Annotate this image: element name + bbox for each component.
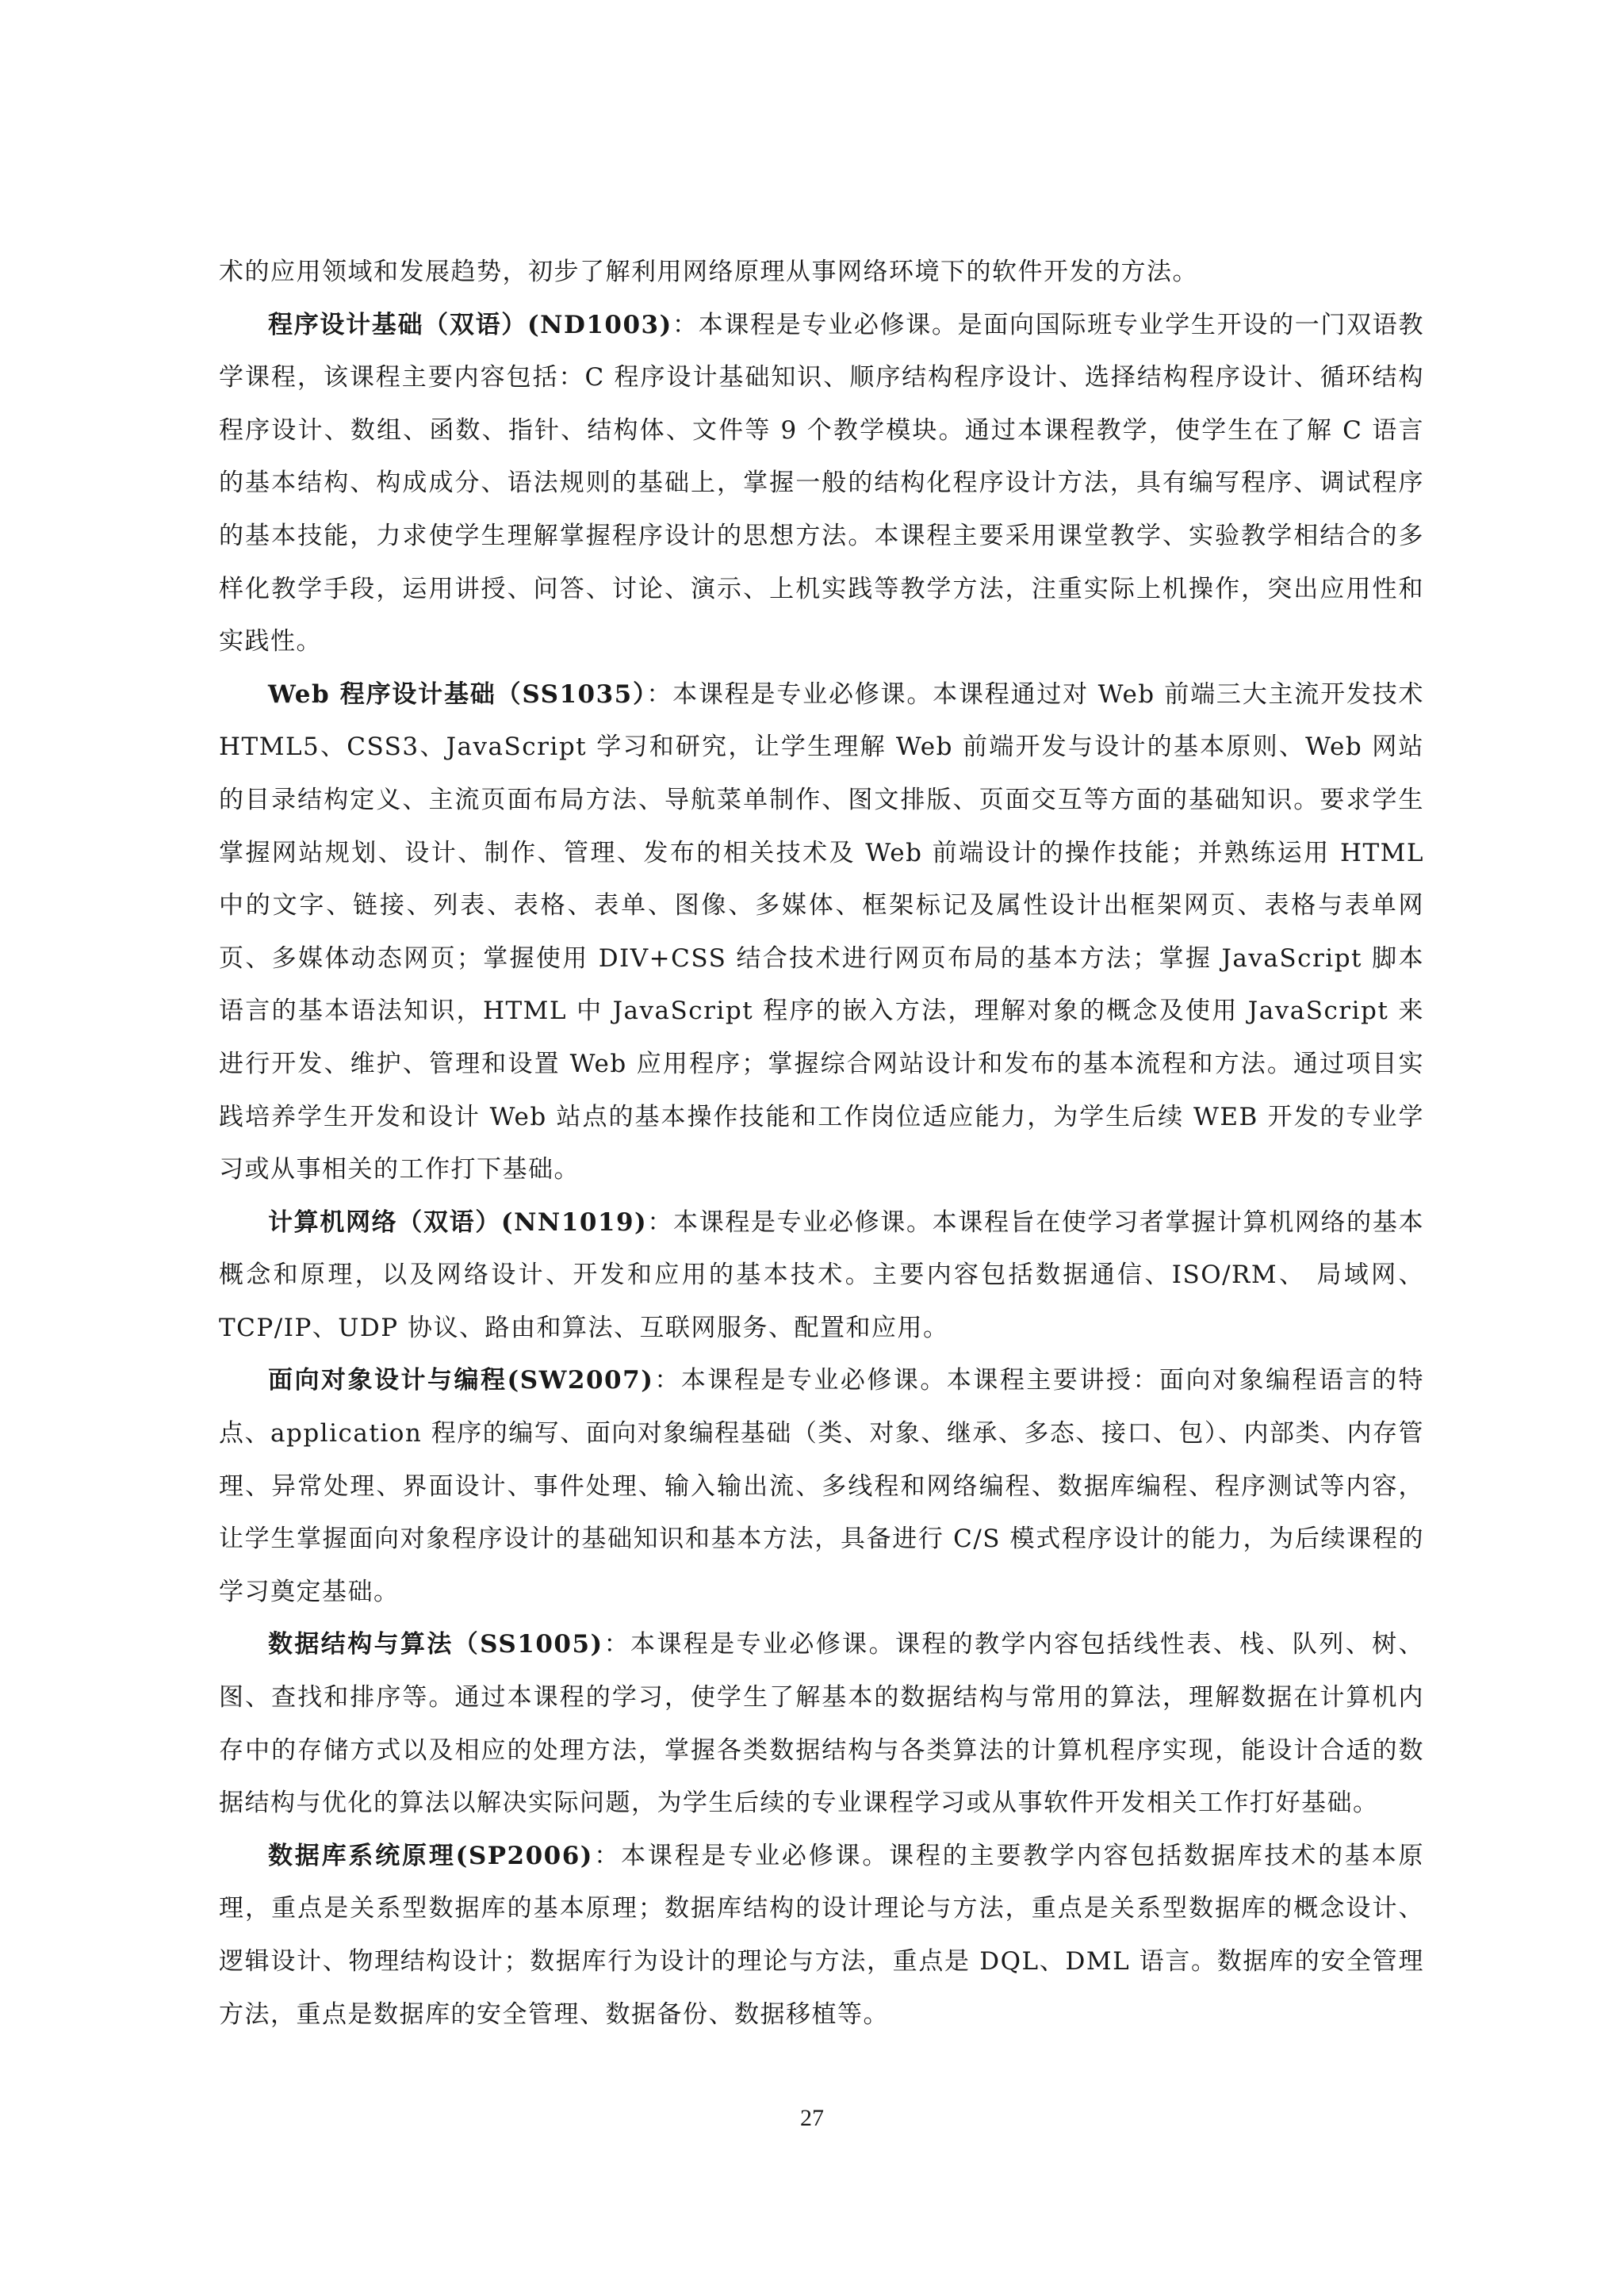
course-description: ：本课程是专业必修课。课程的主要教学内容包括数据库技术的基本原理，重点是关系型数据库的基本原理；数据库结构的设计理论与方法，重点是关系型数据库的概念设计、逻辑设计、物理结构设计；数据库行为设计的理论与方法，重点是 DQL、DML 语言。数据库的安全管理方法，重点是数据库的安全管理、数据备份、数据移植等。 <box>219 1841 1424 2029</box>
course-title: 计算机网络（双语）(NN1019) <box>268 1207 648 1237</box>
page-body <box>219 246 1424 2041</box>
page-number: 27 <box>800 2105 824 2131</box>
course-paragraph-oop <box>219 1354 1424 1618</box>
course-paragraph-data-structures <box>219 1618 1424 1829</box>
course-paragraph-database-systems <box>219 1830 1424 2041</box>
course-description: ：本课程是专业必修课。课程的教学内容包括线性表、栈、队列、树、图、查找和排序等。通过本课程的学习，使学生了解基本的数据结构与常用的算法，理解数据在计算机内存中的存储方式以及相应的处理方法，掌握各类数据结构与各类算法的计算机程序实现，能设计合适的数据结构与优化的算法以解决实际问题，为学生后续的专业课程学习或从事软件开发相关工作打好基础。 <box>219 1630 1424 1818</box>
course-paragraph-programming-basics <box>219 299 1424 668</box>
course-title: 数据结构与算法（SS1005) <box>268 1630 603 1659</box>
course-title: 程序设计基础（双语）(ND1003) <box>268 310 672 339</box>
course-paragraph-computer-networks <box>219 1196 1424 1355</box>
course-title: Web 程序设计基础（SS1035） <box>268 679 647 709</box>
course-description: ：本课程是专业必修课。本课程通过对 Web 前端三大主流开发技术 HTML5、CSS3、JavaScript 学习和研究，让学生理解 Web 前端开发与设计的基本原则、Web 网站的目录结构定义、主流页面布局方法、导航菜单制作、图文排版、页面交互等方面的基础知识。要求学生掌握网站规划、设计、制作、管理、发布的相关技术及 Web 前端设计的操作技能；并熟练运用 HTML 中的文字、链接、列表、表格、表单、图像、多媒体、框架标记及属性设计出框架网页、表格与表单网页、多媒体动态网页；掌握使用 DIV+CSS 结合技术进行网页布局的基本方法；掌握 JavaScript 脚本语言的基本语法知识，HTML 中 JavaScript 程序的嵌入方法，理解对象的概念及使用 JavaScript 来进行开发、维护、管理和设置 Web 应用程序；掌握综合网站设计和发布的基本流程和方法。通过项目实践培养学生开发和设计 Web 站点的基本操作技能和工作岗位适应能力，为学生后续 WEB 开发的专业学习或从事相关的工作打下基础。 <box>219 679 1424 1184</box>
course-description: ：本课程是专业必修课。是面向国际班专业学生开设的一门双语教学课程，该课程主要内容包括：C 程序设计基础知识、顺序结构程序设计、选择结构程序设计、循环结构程序设计、数组、函数、指针、结构体、文件等 9 个教学模块。通过本课程教学，使学生在了解 C 语言的基本结构、构成成分、语法规则的基础上，掌握一般的结构化程序设计方法，具有编写程序、调试程序的基本技能，力求使学生理解掌握程序设计的思想方法。本课程主要采用课堂教学、实验教学相结合的多样化教学手段，运用讲授、问答、讨论、演示、上机实践等教学方法，注重实际上机操作，突出应用性和实践性。 <box>219 310 1424 656</box>
course-title: 数据库系统原理(SP2006) <box>268 1841 593 1870</box>
intro-continuation-paragraph: 术的应用领域和发展趋势，初步了解利用网络原理从事网络环境下的软件开发的方法。 <box>219 258 1198 286</box>
course-title: 面向对象设计与编程(SW2007) <box>268 1366 654 1395</box>
course-paragraph-web-programming <box>219 668 1424 1196</box>
course-description: ：本课程是专业必修课。本课程主要讲授：面向对象编程语言的特点、application 程序的编写、面向对象编程基础（类、对象、继承、多态、接口、包）、内部类、内存管理、异常处理、界面设计、事件处理、输入输出流、多线程和网络编程、数据库编程、程序测试等内容，让学生掌握面向对象程序设计的基础知识和基本方法，具备进行 C/S 模式程序设计的能力，为后续课程的学习奠定基础。 <box>219 1366 1424 1606</box>
course-description: ：本课程是专业必修课。本课程旨在使学习者掌握计算机网络的基本概念和原理，以及网络设计、开发和应用的基本技术。主要内容包括数据通信、ISO/RM、 局域网、 TCP/IP、UDP 协议、路由和算法、互联网服务、配置和应用。 <box>219 1207 1424 1342</box>
